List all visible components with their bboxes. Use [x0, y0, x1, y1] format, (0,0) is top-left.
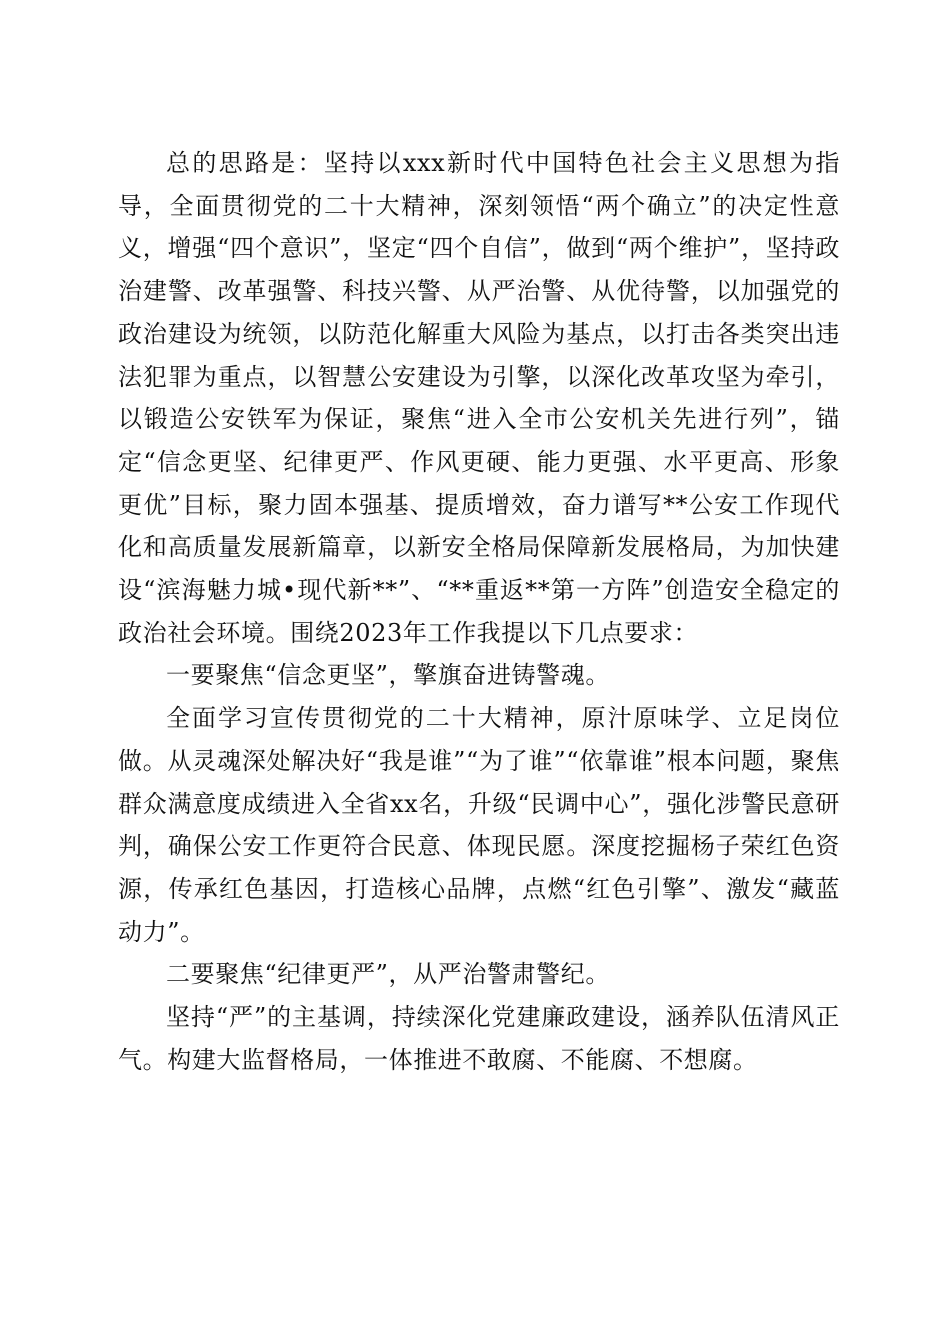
heading-requirement-1: 一要聚焦“信念更坚”，擎旗奋进铸警魂。 [166, 661, 610, 690]
document-body [118, 142, 840, 1081]
paragraph-overall-approach: 总的思路是：坚持以xxx新时代中国特色社会主义思想为指导，全面贯彻党的二十大精神，深刻领悟“两个确立”的决定性意义，增强“四个意识”，坚定“四个自信”，做到“两个维护”，坚持政治建警、改革强警、科技兴警、从严治警、从优待警，以加强党的政治建设为统领，以防范化解重大风险为基点，以打击各类突出违法犯罪为重点，以智慧公安建设为引擎，以深化改革攻坚为牵引，以锻造公安铁军为保证，聚焦“进入全市公安机关先进行列”，锚定“信念更坚、纪律更严、作风更硬、能力更强、水平更高、形象更优”目标，聚力固本强基、提质增效，奋力谱写**公安工作现代化和高质量发展新篇章，以新安全格局保障新发展格局，为加快建设“滨海魅力城•现代新**”、“**重返**第一方阵”创造安全稳定的政治社会环境。围绕2023年工作我提以下几点要求： [118, 149, 840, 647]
heading-requirement-2: 二要聚焦“纪律更严”，从严治警肃警纪。 [166, 960, 610, 989]
paragraph-requirement-1-body: 全面学习宣传贯彻党的二十大精神，原汁原味学、立足岗位做。从灵魂深处解决好“我是谁”“为了谁”“依靠谁”根本问题，聚焦群众满意度成绩进入全省xx名，升级“民调中心”，强化涉警民意研判，确保公安工作更符合民意、体现民愿。深度挖掘杨子荣红色资源，传承红色基因，打造核心品牌，点燃“红色引擎”、激发“藏蓝动力”。 [118, 704, 840, 946]
paragraph-requirement-2-body: 坚持“严”的主基调，持续深化党建廉政建设，涵养队伍清风正气。构建大监督格局，一体推进不敢腐、不能腐、不想腐。 [118, 1003, 840, 1074]
